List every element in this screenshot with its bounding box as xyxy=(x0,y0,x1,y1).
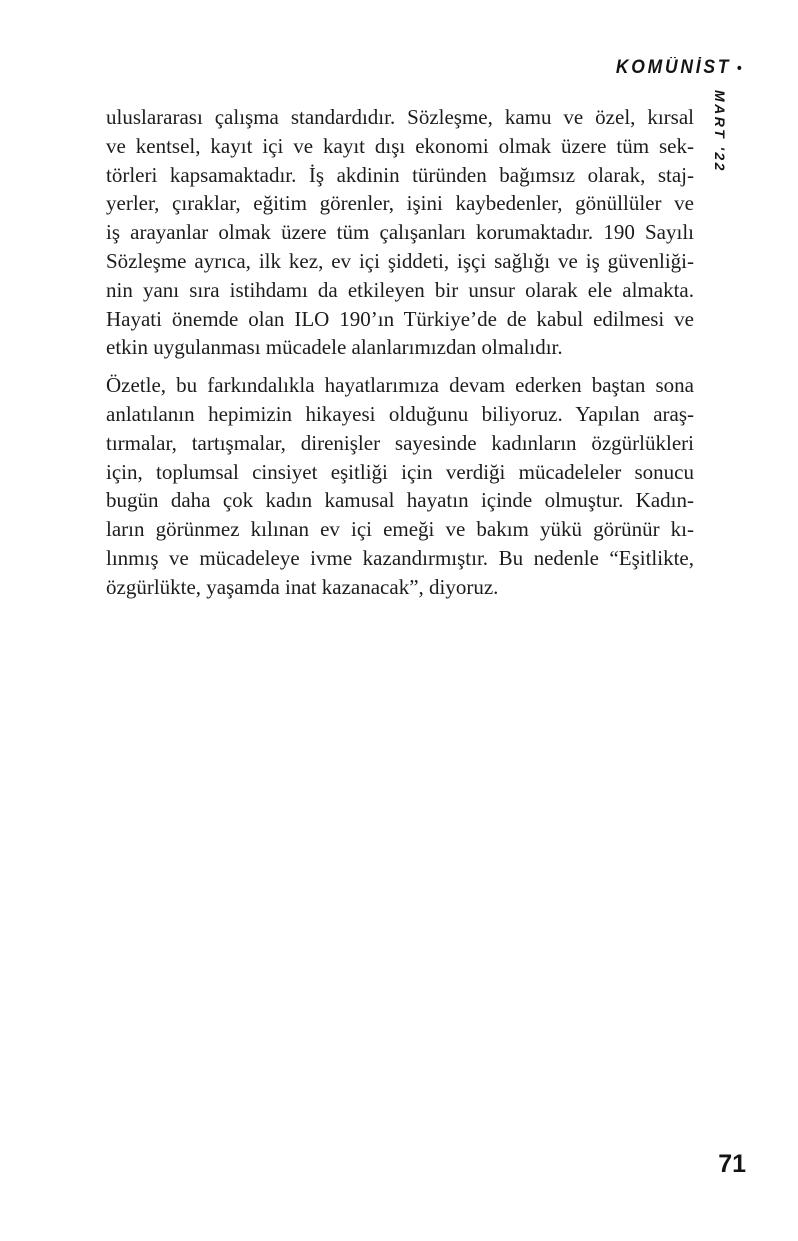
text-line: Özetle, bu farkındalıkla hayatlarımıza devam ederken baştan sona xyxy=(106,373,694,398)
text-line: anlatılanın hepimizin hikayesi olduğunu biliyoruz. Yapılan araş- xyxy=(106,401,694,426)
text-line: ve kentsel, kayıt içi ve kayıt dışı ekonomi olmak üzere tüm sek- xyxy=(106,133,694,158)
bullet-icon: • xyxy=(737,60,742,77)
text-line: etkin uygulanması mücadele alanlarımızdan olmalıdır. xyxy=(106,335,563,360)
journal-title-text: KOMÜNİST xyxy=(616,57,732,78)
text-line: Sözleşme ayrıca, ilk kez, ev içi şiddeti, işçi sağlığı ve iş güvenliği- xyxy=(106,248,694,273)
paragraph-1 xyxy=(106,103,694,362)
text-line: için, toplumsal cinsiyet eşitliği için verdiği mücadeleler sonucu xyxy=(106,459,694,484)
text-line: tırmalar, tartışmalar, direnişler sayesinde kadınların özgürlükleri xyxy=(106,430,694,455)
paragraph-2 xyxy=(106,371,694,601)
text-line: Hayati önemde olan ILO 190’ın Türkiye’de de kabul edilmesi ve xyxy=(106,306,694,331)
text-line: nin yanı sıra istihdamı da etkileyen bir unsur olarak ele almakta. xyxy=(106,277,694,302)
text-line: özgürlükte, yaşamda inat kazanacak”, diyoruz. xyxy=(106,574,499,599)
journal-title xyxy=(616,57,742,79)
page-number: 71 xyxy=(718,1150,746,1178)
text-line: lınmış ve mücadeleye ivme kazandırmıştır. Bu nedenle “Eşitlikte, xyxy=(106,545,694,570)
text-line: iş arayanlar olmak üzere tüm çalışanları korumaktadır. 190 Sayılı xyxy=(106,220,694,245)
text-line: ların görünmez kılınan ev içi emeği ve bakım yükü görünür kı- xyxy=(106,517,694,542)
text-line: bugün daha çok kadın kamusal hayatın içinde olmuştur. Kadın- xyxy=(106,488,694,513)
text-line: törleri kapsamaktadır. İş akdinin türünden bağımsız olarak, staj- xyxy=(106,162,694,187)
article-body xyxy=(106,103,694,611)
issue-date-vertical: MART '22 xyxy=(712,90,728,173)
text-line: yerler, çıraklar, eğitim görenler, işini kaybedenler, gönüllüler ve xyxy=(106,191,694,216)
text-line: uluslararası çalışma standardıdır. Sözleşme, kamu ve özel, kırsal xyxy=(106,105,694,129)
